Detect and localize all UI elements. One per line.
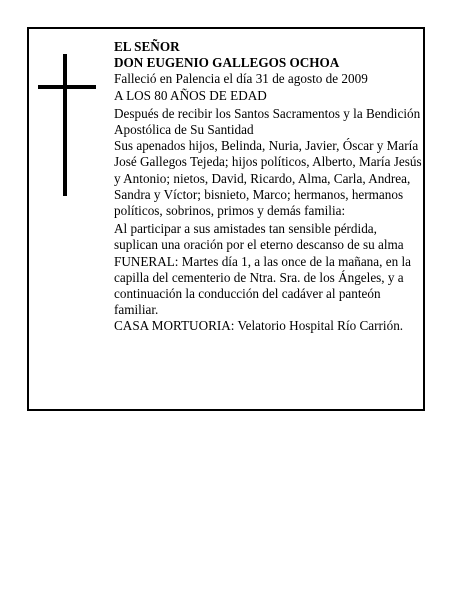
age-line: A LOS 80 AÑOS DE EDAD [114,87,267,103]
funeral-paragraph: FUNERAL: Martes día 1, a las once de la mañana, en la capilla del cementerio de Ntra. Sra. de los Ángeles, y a continuación la conducción del cadáver al panteón familiar. [114,253,411,318]
death-date-line: Falleció en Palencia el día 31 de agosto de 2009 [114,71,368,87]
obituary-title: EL SEÑOR [114,39,180,54]
obituary-text [114,39,422,335]
cross-vertical-bar [63,54,67,196]
sacraments-paragraph: Después de recibir los Santos Sacramentos y la Bendición Apostólica de Su Santidad [114,105,421,138]
request-paragraph: Al participar a sus amistades tan sensible pérdida, suplican una oración por el eterno descanso de su alma [114,221,404,253]
family-paragraph: Sus apenados hijos, Belinda, Nuria, Javier, Óscar y María José Gallegos Tejeda; hijos políticos, Alberto, María Jesús y Antonio; nietos, David, Ricardo, Alma, Carla, Andrea, Sandra y Víctor; bisnieto, Marco; hermanos, hermanos políticos, sobrinos, primos y demás familia: [114,138,422,219]
mortuary-paragraph: CASA MORTUORIA: Velatorio Hospital Río Carrión. [114,318,404,334]
cross-horizontal-bar [38,85,96,89]
deceased-name: DON EUGENIO GALLEGOS OCHOA [114,55,340,71]
